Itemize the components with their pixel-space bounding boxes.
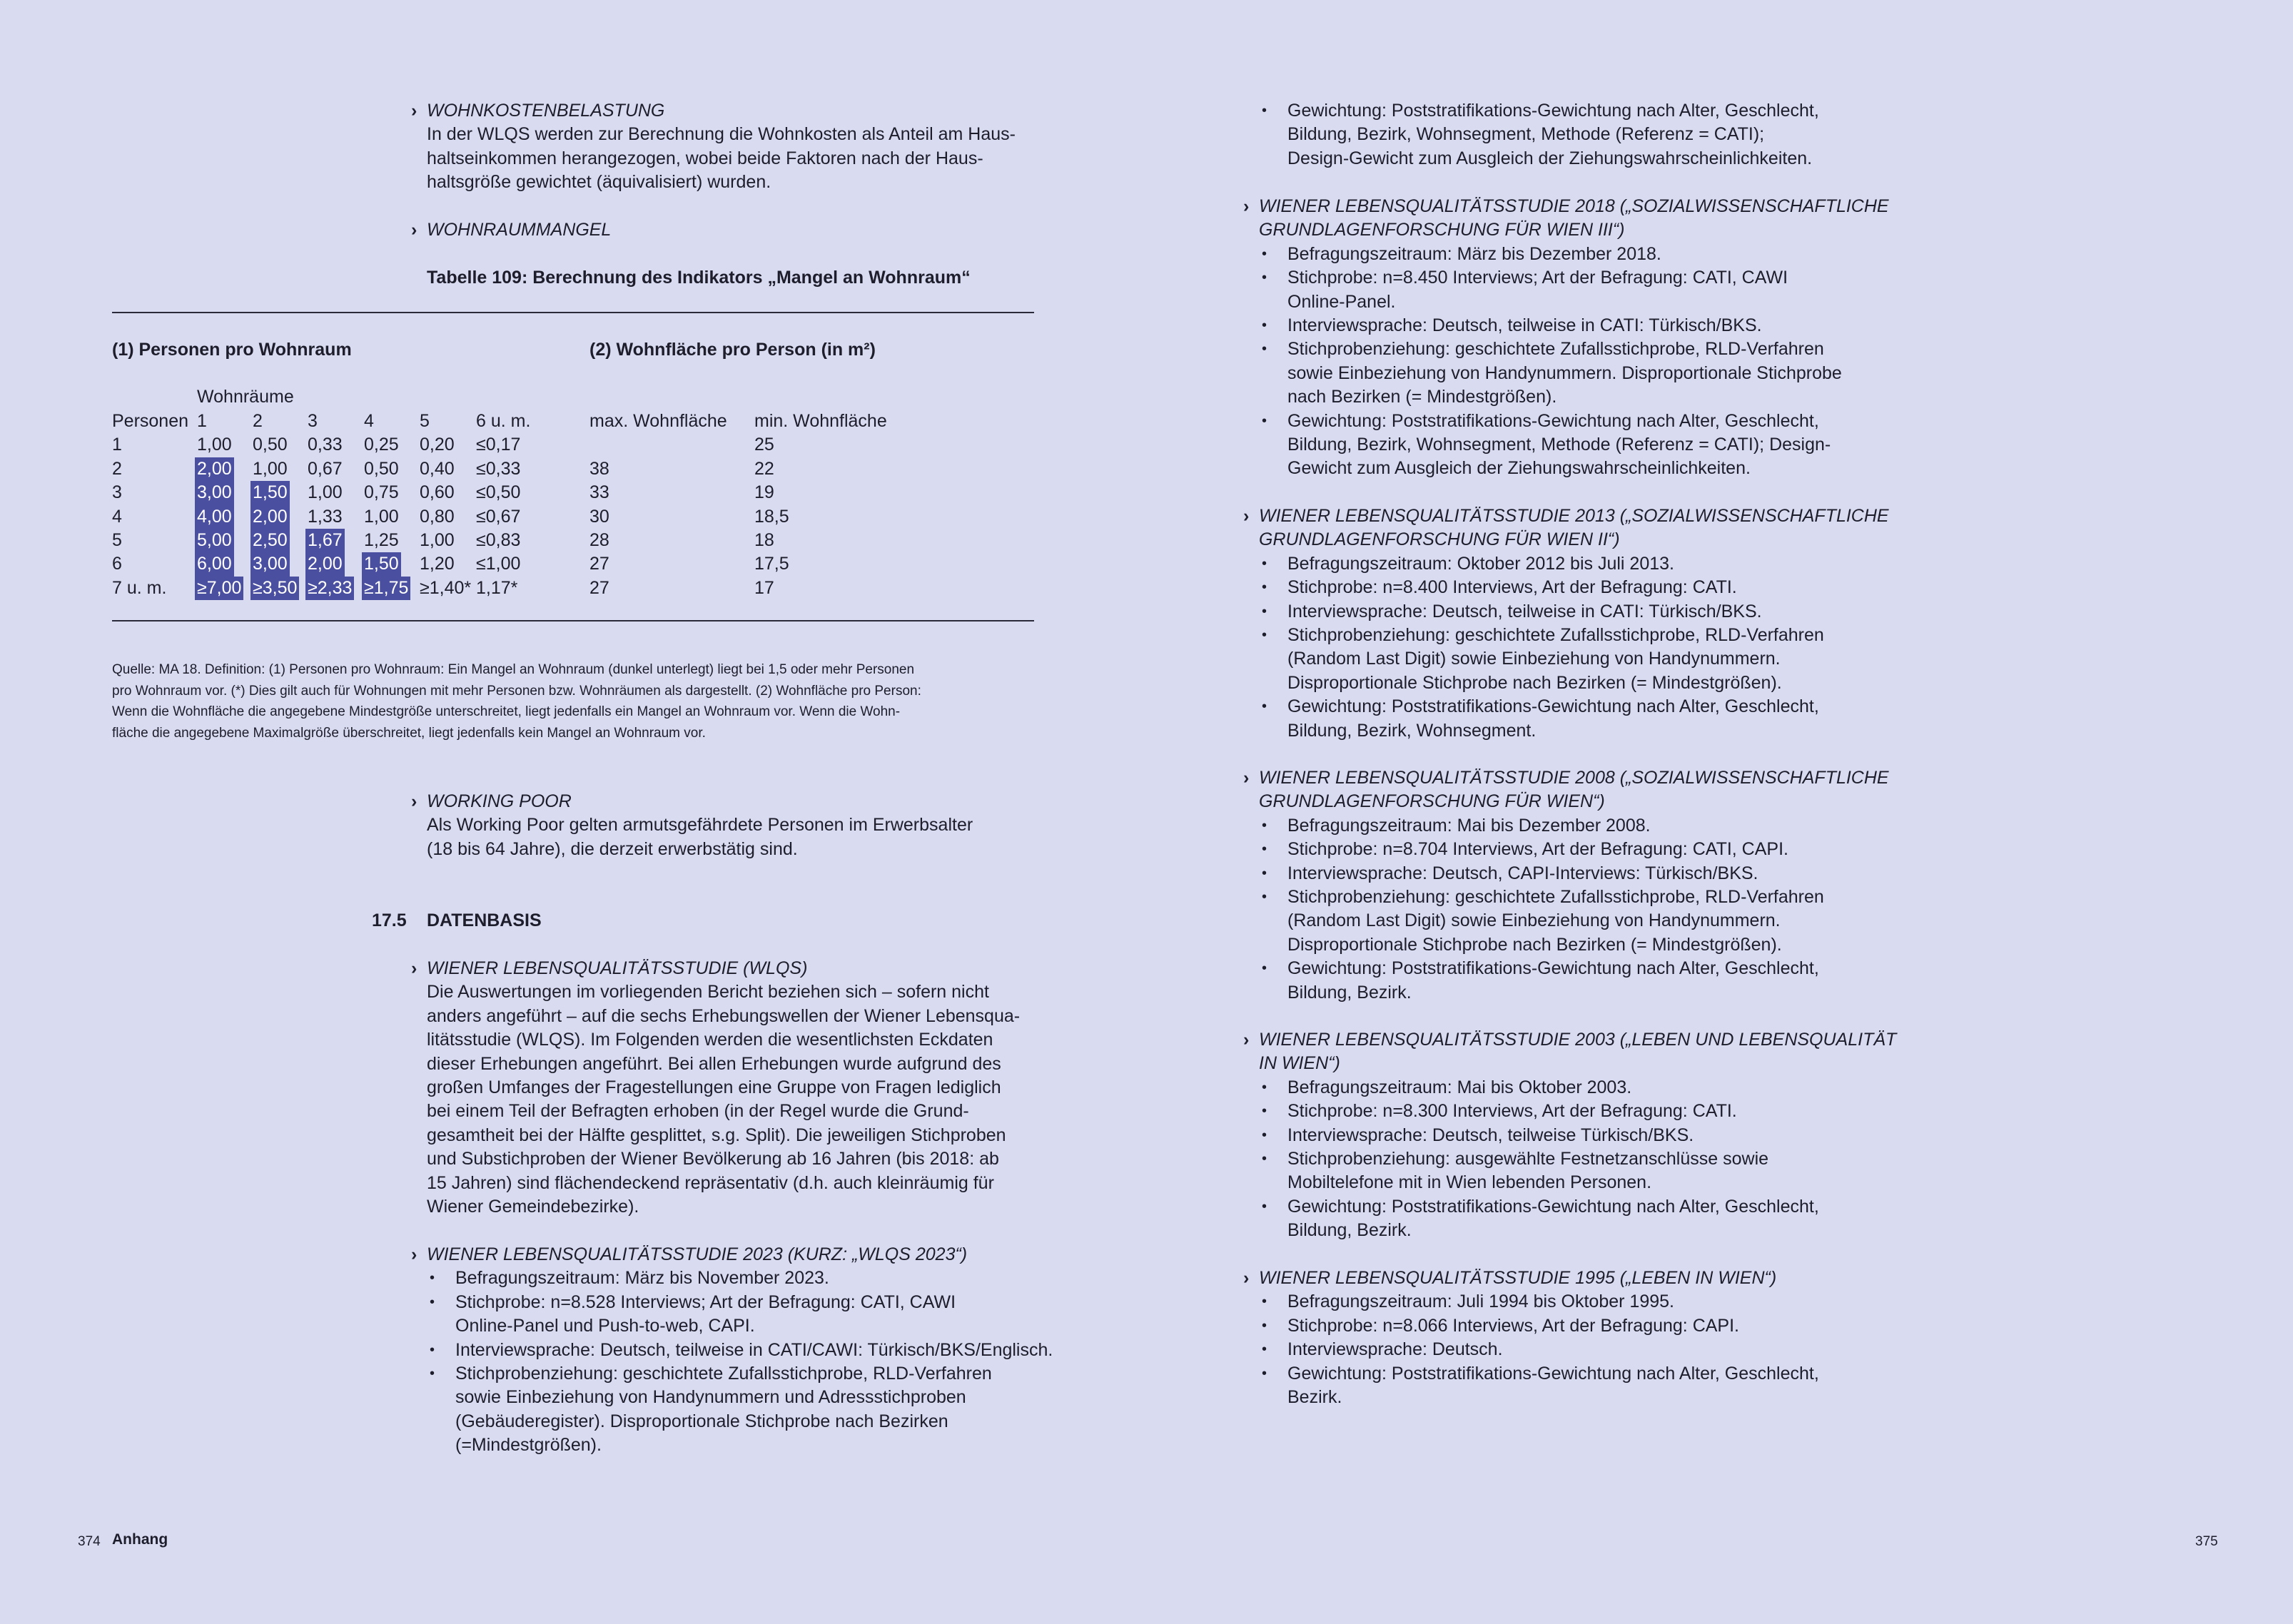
bullet-line: (Random Last Digit) sowie Einbeziehung von Handynummern. bbox=[1287, 649, 1781, 669]
bullet-item bbox=[1259, 99, 1901, 171]
text-line: Wenn die Wohnfläche die angegebene Mindestgröße unterschreitet, liegt jedenfalls ein Mangel an Wohnraum vor. Wenn die Wohn- bbox=[112, 704, 901, 719]
text-line: Die Auswertungen im vorliegenden Bericht beziehen sich – sofern nicht bbox=[427, 982, 989, 1003]
bullet-line: (=Mindestgrößen). bbox=[455, 1435, 602, 1456]
table-cell-max: 38 bbox=[589, 458, 609, 479]
chevron-icon: › bbox=[1243, 1030, 1250, 1050]
wlqs-heading: › WIENER LEBENSQUALITÄTSSTUDIE (WLQS) bbox=[411, 958, 808, 978]
bullet-line: • Stichprobe: n=8.450 Interviews; Art der Befragung: CATI, CAWI bbox=[1287, 268, 1788, 288]
wohnraummangel-heading: › WOHNRAUMMANGEL bbox=[411, 220, 612, 240]
bullet-item bbox=[427, 1291, 1055, 1339]
table-cell: 1,00 bbox=[253, 458, 288, 479]
table-cell: 0,80 bbox=[420, 506, 455, 527]
table-cell: 1,00 bbox=[420, 530, 455, 550]
bullet-item bbox=[1259, 1290, 1901, 1314]
bullet-item bbox=[1259, 338, 1901, 409]
bullet-line: Gewicht zum Ausgleich der Ziehungswahrscheinlichkeiten. bbox=[1287, 458, 1751, 479]
bullet-line: • Stichprobenziehung: geschichtete Zufallsstichprobe, RLD-Verfahren bbox=[455, 1364, 992, 1384]
table-cell: 4,00 bbox=[195, 505, 234, 529]
wohnraeume-label: Wohnräume bbox=[197, 387, 294, 407]
bullet-item bbox=[1259, 600, 1901, 624]
bullet-line: Disproportionale Stichprobe nach Bezirken (= Mindestgrößen). bbox=[1287, 934, 1782, 955]
table-cell: 1,00 bbox=[197, 435, 232, 455]
wlqs2008-heading bbox=[1243, 766, 1901, 814]
bullet-line: • Interviewsprache: Deutsch, CAPI-Interviews: Türkisch/BKS. bbox=[1287, 863, 1758, 883]
text-line: Quelle: MA 18. Definition: (1) Personen pro Wohnraum: Ein Mangel an Wohnraum (dunkel unterlegt) liegt bei 1,5 oder mehr Personen bbox=[112, 662, 915, 677]
heading-line: IN WIEN“) bbox=[1259, 1053, 1340, 1074]
bullet-item bbox=[1259, 624, 1901, 695]
bullet-item bbox=[1259, 695, 1901, 743]
bullet-line: (Gebäuderegister). Disproportionale Stichprobe nach Bezirken bbox=[455, 1411, 948, 1431]
heading-line: WIENER LEBENSQUALITÄTSSTUDIE 2008 („SOZIALWISSENSCHAFTLICHE bbox=[1259, 768, 1889, 788]
bullet-line: • Stichprobe: n=8.528 Interviews; Art der Befragung: CATI, CAWI bbox=[455, 1291, 956, 1312]
wlqs2018-section bbox=[1243, 195, 1901, 481]
heading-line: GRUNDLAGENFORSCHUNG FÜR WIEN III“) bbox=[1259, 220, 1625, 240]
wlqs2003-heading bbox=[1243, 1028, 1901, 1076]
bullet-item bbox=[1259, 243, 1901, 266]
heading-line: WIENER LEBENSQUALITÄTSSTUDIE 2003 („LEBEN UND LEBENSQUALITÄT bbox=[1259, 1030, 1897, 1050]
heading-line: GRUNDLAGENFORSCHUNG FÜR WIEN“) bbox=[1259, 791, 1605, 812]
left-page-label: Anhang bbox=[112, 1531, 168, 1548]
bullet-line: • Befragungszeitraum: Juli 1994 bis Oktober 1995. bbox=[1287, 1291, 1674, 1312]
table-cell: 1,50 bbox=[362, 552, 401, 576]
bullet-line: Mobiltelefone mit in Wien lebenden Personen. bbox=[1287, 1172, 1652, 1193]
table-row-label: 2 bbox=[112, 458, 122, 479]
bullet-line: • Stichprobenziehung: geschichtete Zufallsstichprobe, RLD-Verfahren bbox=[1287, 625, 1824, 646]
bullet-item bbox=[1259, 885, 1901, 957]
wlqs2023-list bbox=[427, 1267, 1055, 1457]
bullet-line: • Gewichtung: Poststratifikations-Gewichtung nach Alter, Geschlecht, bbox=[1287, 958, 1819, 979]
bullet-item bbox=[1259, 862, 1901, 885]
wlqs2008-list bbox=[1259, 814, 1901, 1005]
bullet-line: • Stichprobenziehung: ausgewählte Festnetzanschlüsse sowie bbox=[1287, 1149, 1769, 1169]
bullet-line: • Befragungszeitraum: Mai bis Oktober 2003. bbox=[1287, 1077, 1632, 1097]
table-cell-min: 18,5 bbox=[754, 506, 789, 527]
bullet-line: • Interviewsprache: Deutsch, teilweise Türkisch/BKS. bbox=[1287, 1125, 1694, 1145]
table-cell: ≤0,83 bbox=[476, 530, 521, 550]
bullet-line: • Gewichtung: Poststratifikations-Gewichtung nach Alter, Geschlecht, bbox=[1287, 1196, 1819, 1217]
bullet-item bbox=[1259, 410, 1901, 481]
bullet-item bbox=[1259, 1362, 1901, 1410]
bullet-line: Bezirk. bbox=[1287, 1387, 1342, 1408]
bullet-line: Bildung, Bezirk. bbox=[1287, 1220, 1412, 1241]
wlqs1995-section bbox=[1243, 1267, 1901, 1409]
wlqs2003-list bbox=[1259, 1076, 1901, 1243]
bullet-line: • Befragungszeitraum: März bis November 2023. bbox=[455, 1268, 829, 1289]
bullet-item bbox=[1259, 957, 1901, 1005]
table-cell: ≥1,40* bbox=[420, 577, 472, 598]
working-poor-heading: › WORKING POOR bbox=[411, 791, 572, 811]
bullet-item bbox=[1259, 266, 1901, 314]
text-line: pro Wohnraum vor. (*) Dies gilt auch für Wohnungen mit mehr Personen bzw. Wohnräumen als dargestellt. (2) Wohnfläche pro Person: bbox=[112, 683, 921, 699]
bullet-line: Bildung, Bezirk, Wohnsegment, Methode (Referenz = CATI); Design- bbox=[1287, 435, 1831, 455]
bullet-line: • Interviewsprache: Deutsch, teilweise in CATI: Türkisch/BKS. bbox=[1287, 601, 1762, 621]
table-cell: 1,00 bbox=[364, 506, 399, 527]
table-title: Tabelle 109: Berechnung des Indikators „Mangel an Wohnraum“ bbox=[427, 268, 971, 288]
heading-line: WIENER LEBENSQUALITÄTSSTUDIE 2013 („SOZIALWISSENSCHAFTLICHE bbox=[1259, 506, 1889, 526]
text-line: großen Umfanges der Fragestellungen eine Gruppe von Fragen lediglich bbox=[427, 1077, 1001, 1098]
text-line: anders angeführt – auf die sechs Erhebungswellen der Wiener Lebensqua- bbox=[427, 1005, 1021, 1026]
table-cell-max: 27 bbox=[589, 577, 609, 598]
table-top-rule bbox=[112, 312, 1034, 313]
table-cell: ≤0,17 bbox=[476, 435, 521, 455]
table-cell: ≥7,00 bbox=[195, 577, 243, 600]
table-cell-max: 33 bbox=[589, 482, 609, 503]
working-poor-text bbox=[427, 813, 1055, 861]
bullet-line: • Stichprobe: n=8.066 Interviews, Art der Befragung: CAPI. bbox=[1287, 1315, 1739, 1336]
table-cell-max: 28 bbox=[589, 530, 609, 550]
text-line: Wiener Gemeindebezirke). bbox=[427, 1197, 639, 1217]
wlqs2008-section bbox=[1243, 766, 1901, 1005]
table-cell-min: 17,5 bbox=[754, 554, 789, 574]
table-cell-min: 17 bbox=[754, 577, 774, 598]
table-col-header: 5 bbox=[420, 411, 430, 431]
bullet-item bbox=[427, 1267, 1055, 1290]
table-col-header: min. Wohnfläche bbox=[754, 411, 887, 431]
wlqs2013-heading bbox=[1243, 504, 1901, 552]
table-col-header: 4 bbox=[364, 411, 374, 431]
bullet-item bbox=[1259, 1147, 1901, 1195]
text-line: gesamtheit bei der Hälfte gesplittet, s.g. Split). Die jeweiligen Stichproben bbox=[427, 1125, 1006, 1145]
bullet-line: • Interviewsprache: Deutsch. bbox=[1287, 1339, 1503, 1360]
table-cell-min: 19 bbox=[754, 482, 774, 503]
table-col-header: 2 bbox=[253, 411, 263, 431]
bullet-item bbox=[1259, 1338, 1901, 1361]
right-cont-section bbox=[1259, 99, 1901, 171]
table-cell: 1,33 bbox=[308, 506, 343, 527]
table-col-header: 1 bbox=[197, 411, 207, 431]
bullet-item bbox=[1259, 576, 1901, 599]
text-line: und Substichproben der Wiener Bevölkerung ab 16 Jahren (bis 2018: ab bbox=[427, 1149, 999, 1169]
bullet-line: Bildung, Bezirk, Wohnsegment. bbox=[1287, 720, 1537, 741]
wohnkosten-text bbox=[427, 123, 1055, 194]
bullet-item bbox=[1259, 814, 1901, 838]
table-row-label: 5 bbox=[112, 530, 122, 550]
table-footnote bbox=[112, 659, 1040, 744]
chevron-icon: › bbox=[1243, 1268, 1250, 1288]
table-cell-min: 18 bbox=[754, 530, 774, 550]
wlqs2003-section bbox=[1243, 1028, 1901, 1243]
table-cell: ≥1,75 bbox=[362, 577, 410, 600]
chevron-icon: › bbox=[1243, 506, 1250, 526]
bullet-line: • Stichprobenziehung: geschichtete Zufallsstichprobe, RLD-Verfahren bbox=[1287, 887, 1824, 908]
cont-list bbox=[1259, 99, 1901, 171]
table-row-label: 1 bbox=[112, 435, 122, 455]
table-col-header: 3 bbox=[308, 411, 318, 431]
chevron-icon: › bbox=[1243, 196, 1250, 216]
table-cell: 1,00 bbox=[308, 482, 343, 503]
table-cell: 0,33 bbox=[308, 435, 343, 455]
table-cell: ≤0,33 bbox=[476, 458, 521, 479]
bullet-line: Bildung, Bezirk. bbox=[1287, 982, 1412, 1003]
wlqs-section bbox=[411, 957, 1055, 1219]
table-cell: 0,20 bbox=[420, 435, 455, 455]
wohnraummangel-section bbox=[411, 218, 1055, 242]
bullet-line: • Befragungszeitraum: März bis Dezember 2018. bbox=[1287, 243, 1661, 264]
bullet-line: • Gewichtung: Poststratifikations-Gewichtung nach Alter, Geschlecht, bbox=[1287, 101, 1819, 121]
bullet-line: • Gewichtung: Poststratifikations-Gewichtung nach Alter, Geschlecht, bbox=[1287, 1363, 1819, 1384]
table-cell: ≤1,00 bbox=[476, 554, 521, 574]
table-cell: 1,50 bbox=[250, 481, 290, 504]
bullet-item bbox=[1259, 314, 1901, 338]
bullet-line: sowie Einbeziehung von Handynummern. Disproportionale Stichprobe bbox=[1287, 362, 1842, 383]
text-line: dieser Erhebungen angeführt. Bei allen Erhebungen wurde aufgrund des bbox=[427, 1053, 1001, 1074]
bullet-line: • Stichprobe: n=8.300 Interviews, Art der Befragung: CATI. bbox=[1287, 1101, 1737, 1122]
right-page-number: 375 bbox=[2195, 1534, 2218, 1549]
bullet-item bbox=[1259, 838, 1901, 861]
bullet-line: • Gewichtung: Poststratifikations-Gewichtung nach Alter, Geschlecht, bbox=[1287, 696, 1819, 717]
text-line: litätsstudie (WLQS). Im Folgenden werden die wesentlichsten Eckdaten bbox=[427, 1030, 993, 1050]
table-cell: ≤0,50 bbox=[476, 482, 521, 503]
table-cell: 0,50 bbox=[364, 458, 399, 479]
bullet-line: • Stichprobe: n=8.400 Interviews, Art der Befragung: CATI. bbox=[1287, 577, 1737, 598]
table-cell: 3,00 bbox=[250, 552, 290, 576]
wlqs2018-list bbox=[1259, 243, 1901, 481]
bullet-line: • Gewichtung: Poststratifikations-Gewichtung nach Alter, Geschlecht, bbox=[1287, 410, 1819, 431]
text-line: Als Working Poor gelten armutsgefährdete Personen im Erwerbsalter bbox=[427, 815, 973, 836]
bullet-line: • Interviewsprache: Deutsch, teilweise in CATI/CAWI: Türkisch/BKS/Englisch. bbox=[455, 1339, 1053, 1360]
table-row-label: 4 bbox=[112, 506, 122, 527]
bullet-line: • Stichprobenziehung: geschichtete Zufallsstichprobe, RLD-Verfahren bbox=[1287, 339, 1824, 360]
bullet-item bbox=[1259, 1314, 1901, 1338]
text-line: bei einem Teil der Befragten erhoben (in der Regel wurde die Grund- bbox=[427, 1101, 969, 1122]
bullet-line: (Random Last Digit) sowie Einbeziehung von Handynummern. bbox=[1287, 910, 1781, 931]
table-cell: 0,60 bbox=[420, 482, 455, 503]
table-cell: ≤0,67 bbox=[476, 506, 521, 527]
bullet-item bbox=[427, 1339, 1055, 1362]
table-cell: 1,20 bbox=[420, 554, 455, 574]
wlqs2013-section bbox=[1243, 504, 1901, 743]
bullet-line: • Befragungszeitraum: Oktober 2012 bis Juli 2013. bbox=[1287, 553, 1674, 574]
bullet-line: • Interviewsprache: Deutsch, teilweise in CATI: Türkisch/BKS. bbox=[1287, 315, 1762, 336]
table-section2-title: (2) Wohnfläche pro Person (in m²) bbox=[589, 340, 876, 360]
working-poor-section bbox=[411, 790, 1055, 861]
chevron-icon: › bbox=[1243, 768, 1250, 788]
bullet-item bbox=[1259, 1195, 1901, 1243]
table-cell: 0,67 bbox=[308, 458, 343, 479]
wlqs2018-heading bbox=[1243, 195, 1901, 243]
bullet-item bbox=[427, 1362, 1055, 1458]
table-cell: 6,00 bbox=[195, 552, 234, 576]
text-line: 15 Jahren) sind flächendeckend repräsentativ (d.h. auch kleinräumig für bbox=[427, 1172, 994, 1193]
wlqs2013-list bbox=[1259, 552, 1901, 743]
table-cell: 0,50 bbox=[253, 435, 288, 455]
bullet-line: Bildung, Bezirk, Wohnsegment, Methode (Referenz = CATI); bbox=[1287, 124, 1765, 145]
table-bottom-rule bbox=[112, 620, 1034, 621]
table-row-label: 6 bbox=[112, 554, 122, 574]
bullet-line: sowie Einbeziehung von Handynummern und Adressstichproben bbox=[455, 1387, 966, 1408]
bullet-item bbox=[1259, 1076, 1901, 1100]
table-cell-max: 27 bbox=[589, 554, 609, 574]
wlqs-text bbox=[427, 980, 1055, 1219]
bullet-item bbox=[1259, 552, 1901, 576]
table-cell: 2,00 bbox=[250, 505, 290, 529]
table-col-header: 6 u. m. bbox=[476, 411, 531, 431]
wohnkosten-section bbox=[411, 99, 1055, 195]
bullet-item bbox=[1259, 1124, 1901, 1147]
bullet-line: Online-Panel. bbox=[1287, 291, 1396, 312]
table-cell: 1,67 bbox=[305, 529, 345, 552]
table-cell-min: 25 bbox=[754, 435, 774, 455]
text-line: haltseinkommen herangezogen, wobei beide Faktoren nach der Haus- bbox=[427, 148, 983, 168]
table-row-label: 7 u. m. bbox=[112, 577, 167, 598]
table-cell: 2,00 bbox=[305, 552, 345, 576]
wohnkosten-heading: › WOHNKOSTENBELASTUNG bbox=[411, 101, 665, 121]
wlqs1995-heading bbox=[1243, 1267, 1901, 1290]
text-line: haltsgröße gewichtet (äquivalisiert) wurden. bbox=[427, 172, 771, 193]
section-number: 17.5 bbox=[372, 910, 407, 930]
table-cell: 3,00 bbox=[195, 481, 234, 504]
heading-line: WIENER LEBENSQUALITÄTSSTUDIE 1995 („LEBEN IN WIEN“) bbox=[1259, 1268, 1777, 1288]
table-cell: 0,25 bbox=[364, 435, 399, 455]
table-cell: 0,75 bbox=[364, 482, 399, 503]
table-cell: 5,00 bbox=[195, 529, 234, 552]
table-row-label: 3 bbox=[112, 482, 122, 503]
table-cell: ≥3,50 bbox=[250, 577, 299, 600]
table-col-header: max. Wohnfläche bbox=[589, 411, 727, 431]
table-cell: 1,25 bbox=[364, 530, 399, 550]
table-cell-min: 22 bbox=[754, 458, 774, 479]
table-cell-max: 30 bbox=[589, 506, 609, 527]
bullet-line: • Stichprobe: n=8.704 Interviews, Art der Befragung: CATI, CAPI. bbox=[1287, 839, 1788, 860]
table-cell: 2,50 bbox=[250, 529, 290, 552]
bullet-line: nach Bezirken (= Mindestgrößen). bbox=[1287, 387, 1557, 407]
table-col-header: Personen bbox=[112, 411, 189, 431]
wlqs1995-list bbox=[1259, 1290, 1901, 1409]
text-line: fläche die angegebene Maximalgröße überschreitet, liegt jedenfalls kein Mangel an Wohnraum vor. bbox=[112, 725, 706, 741]
bullet-line: • Befragungszeitraum: Mai bis Dezember 2008. bbox=[1287, 815, 1651, 836]
bullet-item bbox=[1259, 1100, 1901, 1123]
left-page-number: 374 bbox=[78, 1534, 101, 1549]
heading-line: GRUNDLAGENFORSCHUNG FÜR WIEN II“) bbox=[1259, 529, 1620, 550]
text-line: (18 bis 64 Jahre), die derzeit erwerbstätig sind. bbox=[427, 838, 798, 859]
wlqs2023-heading: › WIENER LEBENSQUALITÄTSSTUDIE 2023 (KURZ: „WLQS 2023“) bbox=[411, 1244, 968, 1264]
bullet-line: Design-Gewicht zum Ausgleich der Ziehungswahrscheinlichkeiten. bbox=[1287, 148, 1813, 168]
table-cell: ≥2,33 bbox=[305, 577, 354, 600]
bullet-line: Disproportionale Stichprobe nach Bezirken (= Mindestgrößen). bbox=[1287, 672, 1782, 693]
table-cell: 1,17* bbox=[476, 577, 518, 598]
table-cell: 2,00 bbox=[195, 457, 234, 481]
bullet-line: Online-Panel und Push-to-web, CAPI. bbox=[455, 1316, 755, 1336]
heading-line: WIENER LEBENSQUALITÄTSSTUDIE 2018 („SOZIALWISSENSCHAFTLICHE bbox=[1259, 196, 1889, 216]
section-title: DATENBASIS bbox=[427, 910, 542, 930]
table-cell: 0,40 bbox=[420, 458, 455, 479]
wlqs2023-section bbox=[411, 1243, 1055, 1458]
table-section1-title: (1) Personen pro Wohnraum bbox=[112, 340, 352, 360]
text-line: In der WLQS werden zur Berechnung die Wohnkosten als Anteil am Haus- bbox=[427, 124, 1016, 145]
